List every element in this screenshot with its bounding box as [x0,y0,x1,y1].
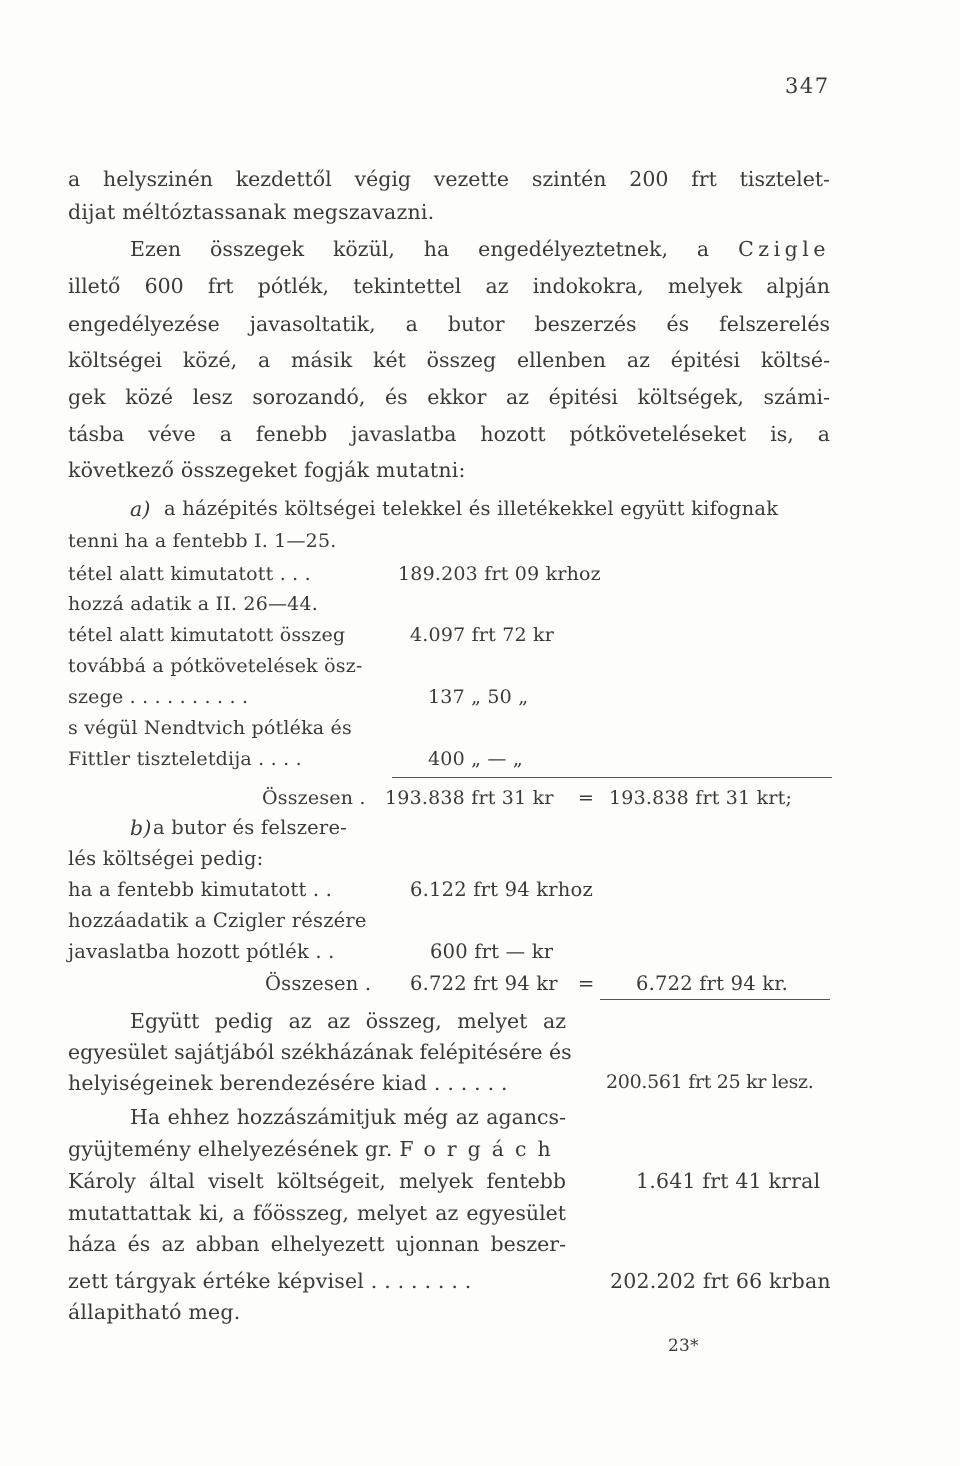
section-a-intro: a házépités költségei telekkel és illetékekkel együtt kifognak [164,497,779,520]
section-a-total-label: Összesen . [262,787,366,809]
collection-value-1: 1.641 frt 41 krral [636,1169,821,1193]
collection-line-4: mutattattak ki, a főösszeg, melyet az egyesület [68,1201,566,1225]
together-line-2: egyesület sajátjából székházának felépitésére és [68,1040,572,1064]
collection-line-3: Károly által viselt költségeit, melyek fentebb [68,1169,566,1193]
paragraph-2-line-4: költségei közé, a másik két összeg ellenben az épitési költsé- [68,348,830,372]
sum-rule-b [600,999,830,1000]
paragraph-2-line-3: engedélyezése javasoltatik, a butor beszerzés és felszerelés [68,312,830,336]
section-a-line-4: tétel alatt kimutatott összeg [68,624,346,646]
section-b-line-3: ha a fentebb kimutatott . . [68,878,333,901]
collection-line-5: háza és az abban elhelyezett ujonnan beszer- [68,1232,566,1256]
sum-rule-a [392,777,832,778]
paragraph-2-line-1 [130,239,830,260]
together-line-3: helyiségeinek berendezésére kiad . . . . . . [68,1071,508,1095]
section-a-total-value: 193.838 frt 31 kr [385,787,554,809]
section-b-marker: b) [130,816,152,840]
section-a-line-7: s végül Nendtvich pótléka és [68,717,352,739]
paragraph-1-line-2: dijat méltóztassanak megszavazni. [68,200,435,224]
section-b-total-label: Összesen . [265,972,372,995]
section-a-equals: = [578,787,595,809]
section-a-line-8: Fittler tiszteletdija . . . . [68,748,302,770]
together-value: 200.561 frt 25 kr lesz. [606,1071,814,1093]
section-a-value-6: 137 „ 50 „ [428,686,529,708]
section-a-line-6: szege . . . . . . . . . . [68,686,249,708]
paragraph-2-line-7: következő összegeket fogják mutatni: [68,458,466,482]
section-a-line-3: hozzá adatik a II. 26—44. [68,593,318,615]
paragraph-2-line-2: illető 600 frt pótlék, tekintettel az indokokra, melyek alpján [68,274,830,298]
section-b-line-2: lés költségei pedig: [68,847,264,870]
section-b-line-4: hozzáadatik a Czigler részére [68,909,367,932]
paragraph-2-line-1-text: Ezen összegek közül, ha engedélyeztetnek, a [130,237,710,261]
section-b-value-3: 6.122 frt 94 krhoz [410,878,593,901]
collection-line-1: Ha ehhez hozzászámitjuk még az agancs- [130,1105,566,1129]
collection-line-7: állapitható meg. [68,1300,241,1324]
collection-line-2 [68,1139,562,1160]
section-b-line-1: a butor és felszere- [153,816,347,839]
collection-line-2-text: gyüjtemény elhelyezésének gr. [68,1137,393,1161]
section-a-value-8: 400 „ — „ [428,748,523,770]
name-czigler: Czigle [738,237,830,261]
paragraph-2-line-5: gek közé lesz sorozandó, és ekkor az épitési költségek, számi- [68,385,830,409]
paragraph-1-line-1: a helyszinén kezdettől végig vezette szintén 200 frt tisztelet- [68,167,830,191]
section-a-value-4: 4.097 frt 72 kr [410,624,555,646]
together-line-1: Együtt pedig az az összeg, melyet az [130,1009,566,1033]
paragraph-2-line-6: tásba véve a fenebb javaslatba hozott pótköveteléseket is, a [68,422,830,446]
section-b-total-value: 6.722 frt 94 kr [410,972,558,995]
section-b-value-5: 600 frt — kr [430,940,554,963]
section-b-line-5: javaslatba hozott pótlék . . [68,940,335,963]
signature-mark: 23* [668,1336,699,1356]
section-b-equals: = [578,972,595,995]
section-b-total-final: 6.722 frt 94 kr. [636,972,789,995]
collection-line-6: zett tárgyak értéke képvisel . . . . . . . . [68,1269,472,1293]
collection-value-2: 202.202 frt 66 krban [610,1269,831,1293]
section-a-line-5: továbbá a pótkövetelések ösz- [68,655,363,677]
section-a-value-2: 189.203 frt 09 krhoz [398,563,601,585]
section-a-total-final: 193.838 frt 31 krt; [609,787,793,809]
name-forgach: Forgách [399,1137,562,1161]
section-a-line-2: tétel alatt kimutatott . . . [68,563,311,585]
section-a-line-1: tenni ha a fentebb I. 1—25. [68,530,337,552]
section-a-marker: a) [130,497,151,521]
page-number: 347 [785,74,830,98]
